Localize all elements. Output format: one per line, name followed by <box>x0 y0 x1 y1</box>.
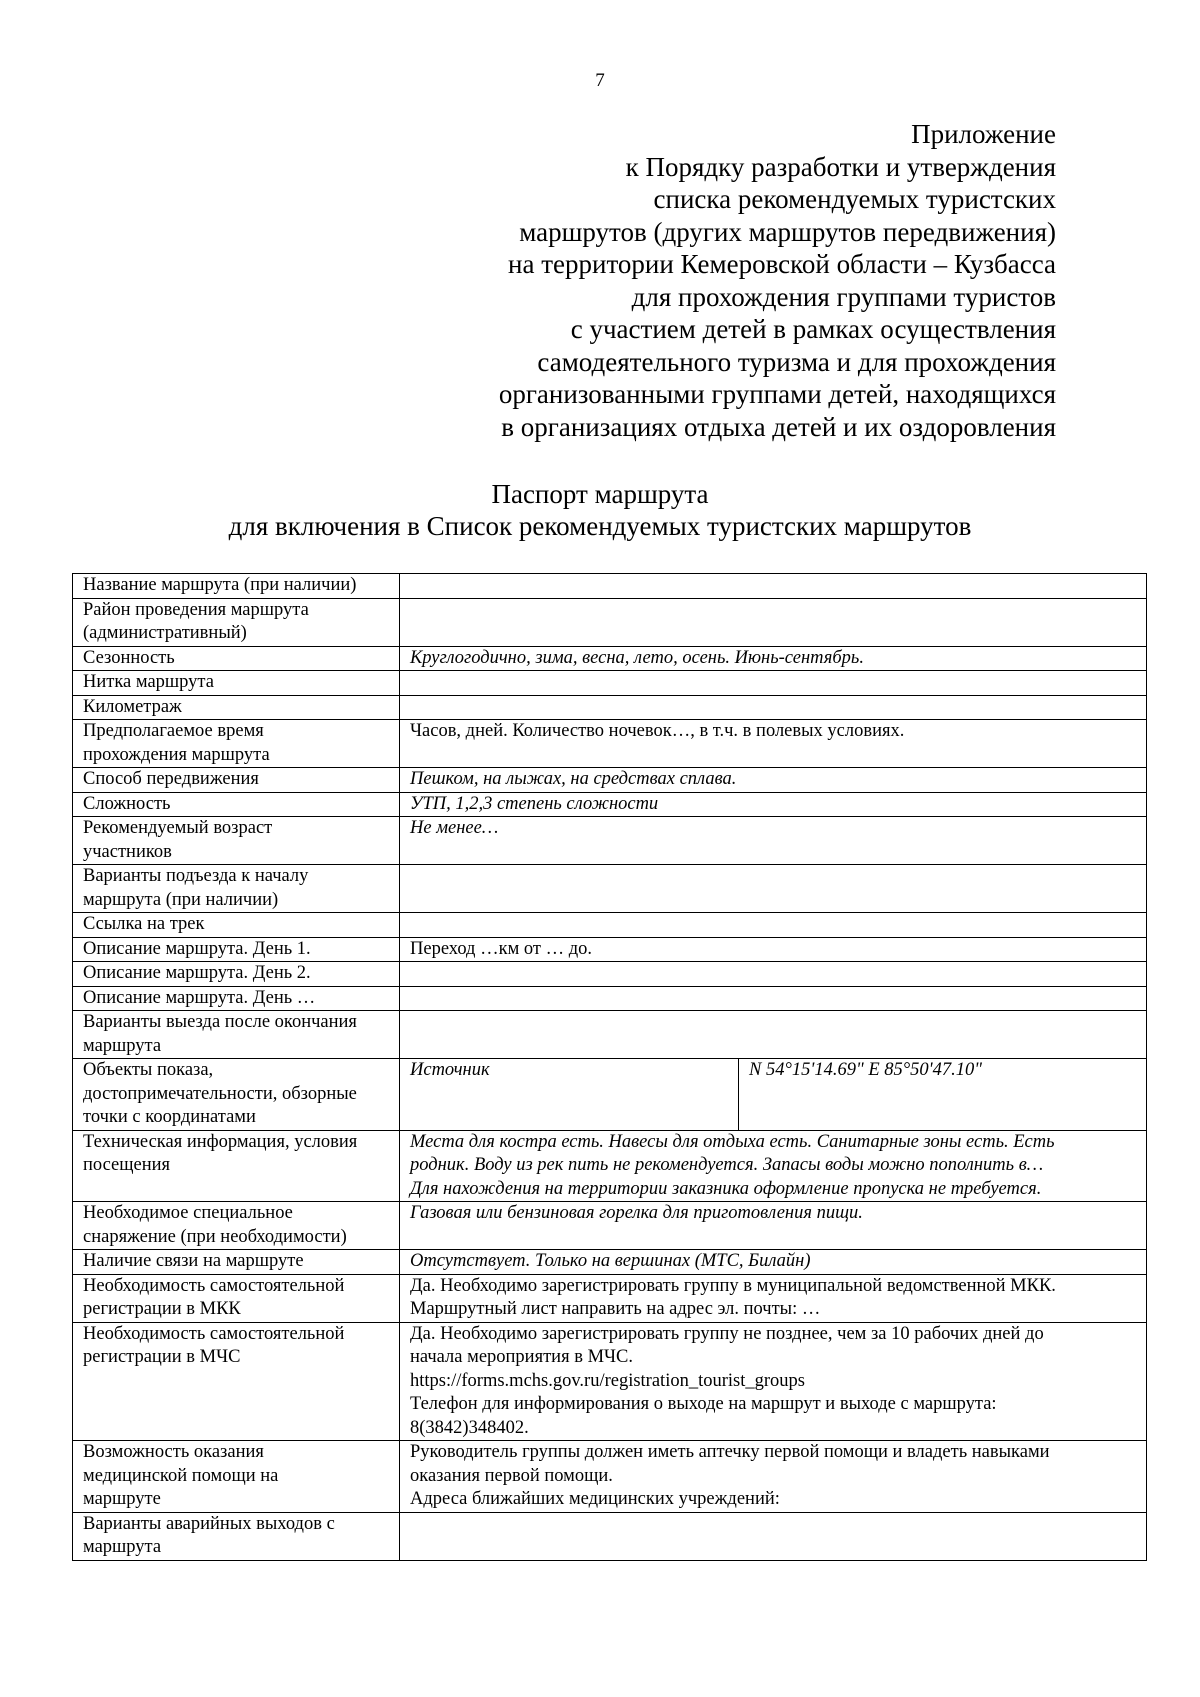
row-label <box>73 1130 400 1202</box>
appendix-line: с участием детей в рамках осуществления <box>570 314 1056 344</box>
table-row <box>73 646 1147 671</box>
label-text: медицинской помощи на <box>83 1465 279 1486</box>
label-text: Техническая информация, условия <box>83 1131 358 1152</box>
value-text: Не менее… <box>410 818 499 838</box>
value-text: Места для костра есть. Навесы для отдыха есть. Санитарные зоны есть. Есть <box>410 1131 1055 1152</box>
row-value <box>400 817 1147 865</box>
value-text: Переход …км от … до. <box>410 938 593 959</box>
row-label <box>73 865 400 913</box>
appendix-line: самодеятельного туризма и для прохождения <box>537 346 1056 377</box>
table-row <box>73 913 1147 938</box>
table-row <box>73 1322 1147 1441</box>
value-text: Отсутствует. Только на вершинах (МТС, Билайн) <box>410 1251 811 1271</box>
row-label <box>73 671 400 696</box>
appendix-heading <box>436 118 1056 443</box>
label-text: Варианты выезда после окончания <box>83 1012 357 1032</box>
table-row <box>73 1130 1147 1202</box>
coordinates-text: N 54°15'14.69" E 85°50'47.10" <box>749 1060 983 1080</box>
label-text: Необходимое специальное <box>83 1203 293 1223</box>
row-value-coordinates <box>739 1059 1147 1131</box>
row-label <box>73 792 400 817</box>
row-value <box>400 1274 1147 1322</box>
appendix-line: маршрутов (других маршрутов передвижения) <box>519 216 1056 247</box>
value-text: Да. Необходимо зарегистрировать группу не позднее, чем за 10 рабочих дней до <box>410 1323 1044 1344</box>
registration-link[interactable]: https://forms.mchs.gov.ru/registration_tourist_groups <box>410 1370 805 1391</box>
label-text: Сезонность <box>83 647 175 668</box>
value-text: родник. Воду из рек пить не рекомендуется. Запасы воды можно пополнить в… <box>410 1155 1044 1175</box>
table-row <box>73 574 1147 599</box>
row-value <box>400 574 1147 599</box>
row-value <box>400 986 1147 1011</box>
row-value <box>400 1250 1147 1275</box>
page-number: 7 <box>595 70 605 91</box>
row-label <box>73 768 400 793</box>
label-text: Наличие связи на маршруте <box>83 1251 304 1271</box>
row-label <box>73 1512 400 1560</box>
value-text: Телефон для информирования о выходе на маршрут и выходе с маршрута: <box>410 1394 997 1414</box>
label-text: регистрации в МКК <box>83 1299 241 1319</box>
label-text: маршруте <box>83 1489 161 1509</box>
table-row <box>73 598 1147 646</box>
table-row <box>73 865 1147 913</box>
table-row <box>73 817 1147 865</box>
row-value <box>400 671 1147 696</box>
row-value <box>400 1130 1147 1202</box>
label-text: Ссылка на трек <box>83 914 205 934</box>
table-row <box>73 720 1147 768</box>
value-text: Адреса ближайших медицинских учреждений: <box>410 1489 780 1509</box>
table-row <box>73 1250 1147 1275</box>
row-value <box>400 598 1147 646</box>
row-value <box>400 865 1147 913</box>
row-value <box>400 1011 1147 1059</box>
value-text: Газовая или бензиновая горелка для приготовления пищи. <box>410 1203 863 1223</box>
row-value <box>400 1441 1147 1513</box>
row-label <box>73 913 400 938</box>
label-text: Район проведения маршрута <box>83 599 309 620</box>
label-text: посещения <box>83 1155 171 1175</box>
row-value <box>400 646 1147 671</box>
row-value <box>400 720 1147 768</box>
label-text: маршрута <box>83 1537 162 1557</box>
route-passport-table <box>72 573 1147 1561</box>
label-text: снаряжение (при необходимости) <box>83 1226 347 1247</box>
title-line: Паспорт маршрута <box>491 479 709 509</box>
row-label <box>73 1011 400 1059</box>
label-text: маршрута (при наличии) <box>83 889 279 910</box>
appendix-line: к Порядку разработки и утверждения <box>625 151 1056 182</box>
label-text: Объекты показа, <box>83 1060 214 1080</box>
label-text: Описание маршрута. День 1. <box>83 938 311 959</box>
row-label <box>73 695 400 720</box>
label-text: Нитка маршрута <box>83 672 214 692</box>
label-text: Предполагаемое время <box>83 721 264 741</box>
row-value <box>400 1059 739 1131</box>
value-text: Источник <box>410 1060 490 1080</box>
appendix-line: Приложение <box>911 119 1056 149</box>
label-text: Возможность оказания <box>83 1442 264 1462</box>
value-text: Да. Необходимо зарегистрировать группу в муниципальной ведомственной МКК. <box>410 1275 1056 1296</box>
label-text: Название маршрута (при наличии) <box>83 575 357 595</box>
row-value <box>400 1202 1147 1250</box>
label-text: участников <box>83 841 172 862</box>
value-text: Пешком, на лыжах, на средствах сплава. <box>410 769 737 789</box>
row-value <box>400 1512 1147 1560</box>
row-label <box>73 817 400 865</box>
label-text: регистрации в МЧС <box>83 1347 241 1367</box>
label-text: Варианты аварийных выходов с <box>83 1513 335 1534</box>
row-value <box>400 768 1147 793</box>
row-value <box>400 962 1147 987</box>
label-text: (административный) <box>83 623 247 643</box>
appendix-line: в организациях отдыха детей и их оздоровления <box>501 411 1056 442</box>
phone-number: 8(3842)348402. <box>410 1417 529 1438</box>
title-subtitle: для включения в Список рекомендуемых туристских маршрутов <box>228 511 972 541</box>
row-value <box>400 937 1147 962</box>
label-text: маршрута <box>83 1035 162 1056</box>
document-title <box>0 478 1200 542</box>
appendix-line: организованными группами детей, находящихся <box>498 379 1056 409</box>
table-row <box>73 1011 1147 1059</box>
table-row <box>73 1202 1147 1250</box>
appendix-line: списка рекомендуемых туристских <box>653 184 1056 214</box>
row-value <box>400 792 1147 817</box>
value-text: Маршрутный лист направить на адрес эл. почты: … <box>410 1299 821 1319</box>
appendix-line: для прохождения группами туристов <box>631 281 1056 312</box>
row-label <box>73 1322 400 1441</box>
table-row <box>73 937 1147 962</box>
row-label <box>73 574 400 599</box>
row-label <box>73 598 400 646</box>
table-row <box>73 1059 1147 1131</box>
label-text: достопримечательности, обзорные <box>83 1083 357 1104</box>
value-text: Часов, дней. Количество ночевок…, в т.ч. в полевых условиях. <box>410 721 905 741</box>
label-text: Необходимость самостоятельной <box>83 1275 345 1296</box>
row-value <box>400 695 1147 720</box>
row-value <box>400 913 1147 938</box>
label-text: Варианты подъезда к началу <box>83 866 309 886</box>
table-row <box>73 768 1147 793</box>
label-text: прохождения маршрута <box>83 744 270 765</box>
value-text: Круглогодично, зима, весна, лето, осень. Июнь-сентябрь. <box>410 647 864 668</box>
row-label <box>73 937 400 962</box>
row-label <box>73 1059 400 1131</box>
table-row <box>73 671 1147 696</box>
row-label <box>73 1202 400 1250</box>
value-text: Руководитель группы должен иметь аптечку первой помощи и владеть навыками <box>410 1442 1050 1462</box>
table-row <box>73 962 1147 987</box>
row-label <box>73 646 400 671</box>
row-label <box>73 1441 400 1513</box>
label-text: точки с координатами <box>83 1107 256 1127</box>
row-label <box>73 962 400 987</box>
appendix-line: на территории Кемеровской области – Кузбасса <box>508 249 1056 279</box>
table-row <box>73 792 1147 817</box>
label-text: Способ передвижения <box>83 769 259 789</box>
label-text: Описание маршрута. День … <box>83 987 316 1008</box>
row-label <box>73 720 400 768</box>
value-text: Для нахождения на территории заказника оформление пропуска не требуется. <box>410 1178 1042 1199</box>
row-label <box>73 1274 400 1322</box>
table-row <box>73 1274 1147 1322</box>
table-row <box>73 986 1147 1011</box>
table-row <box>73 1441 1147 1513</box>
row-value <box>400 1322 1147 1441</box>
table-row <box>73 695 1147 720</box>
label-text: Сложность <box>83 793 171 814</box>
value-text: УТП, 1,2,3 степень сложности <box>410 793 659 814</box>
row-label <box>73 986 400 1011</box>
value-text: начала мероприятия в МЧС. <box>410 1347 634 1367</box>
label-text: Необходимость самостоятельной <box>83 1323 345 1344</box>
value-text: оказания первой помощи. <box>410 1465 613 1486</box>
label-text: Рекомендуемый возраст <box>83 818 273 838</box>
table-row <box>73 1512 1147 1560</box>
row-label <box>73 1250 400 1275</box>
label-text: Километраж <box>83 696 182 717</box>
label-text: Описание маршрута. День 2. <box>83 963 311 983</box>
